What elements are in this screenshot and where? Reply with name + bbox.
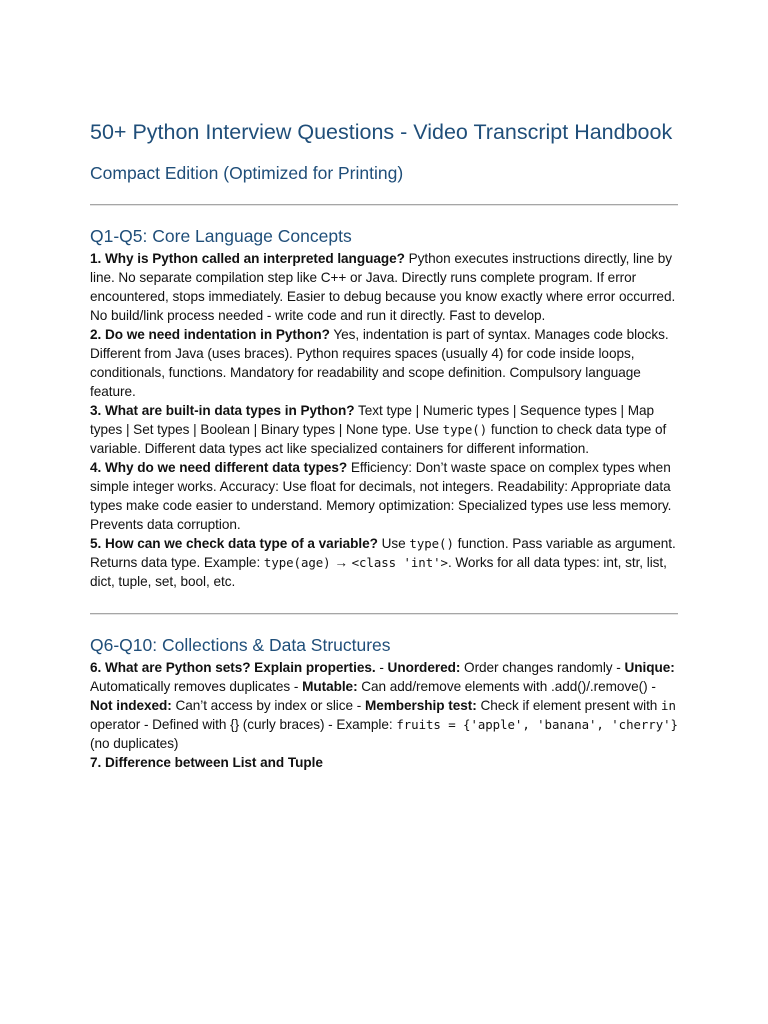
question-6-term: Mutable: bbox=[302, 679, 358, 694]
question-6-text: Check if element present with bbox=[476, 698, 662, 713]
inline-code: fruits = {'apple', 'banana', 'cherry'} bbox=[396, 717, 678, 732]
question-6-text: (no duplicates) bbox=[90, 736, 179, 751]
inline-code: type() bbox=[442, 422, 488, 437]
question-5-answer-d: . Works for all data types: int, str, list, dict, tuple, set, bool, etc. bbox=[90, 555, 667, 589]
question-3 bbox=[90, 401, 682, 458]
question-6-text: - bbox=[375, 660, 388, 675]
question-6-text: Automatically removes duplicates - bbox=[90, 679, 303, 694]
document-title: 50+ Python Interview Questions - Video Transcript Handbook bbox=[90, 120, 673, 144]
question-5-answer-b: function. Pass variable as argument. Returns data type. Example: bbox=[90, 536, 676, 570]
question-6-term: Unique: bbox=[624, 660, 675, 675]
question-6-term: Unordered: bbox=[387, 660, 461, 675]
question-4-answer: Efficiency: Don’t waste space on complex types when simple integer works. Accuracy: Use float for decimals, not integers. Readability: Appropriate data types make code easier to understand. Memory optimization: Specialized types use less memory. Prevents data corruption. bbox=[90, 460, 672, 532]
question-6-text: operator - Defined with {} (curly braces) - Example: bbox=[90, 717, 397, 732]
inline-code: type() bbox=[409, 536, 454, 551]
section-heading-core-concepts: Q1-Q5: Core Language Concepts bbox=[90, 226, 352, 246]
question-6-label: 6. What are Python sets? Explain properties. bbox=[90, 660, 376, 675]
question-2-answer: Yes, indentation is part of syntax. Manages code blocks. Different from Java (uses braces). Python requires spaces (usually 4) for code inside loops, conditionals, functions. Mandatory for readability and scope definition. Compulsory language feature. bbox=[90, 327, 669, 399]
question-6-text: Order changes randomly - bbox=[460, 660, 625, 675]
question-5-answer-c: → bbox=[330, 555, 352, 570]
inline-code: type(age) bbox=[263, 555, 331, 570]
question-3-answer-a: Text type | Numeric types | Sequence types | Map types | Set types | Boolean | Binary types | None type. Use bbox=[90, 403, 655, 437]
question-7 bbox=[90, 753, 682, 772]
inline-code: in bbox=[661, 698, 676, 713]
question-1-answer: Python executes instructions directly, line by line. No separate compilation step like C++ or Java. Directly runs complete program. If error encountered, stops immediately. Easier to debug because you know exactly where error occurred. No build/link process needed - write code and run it directly. Fast to develop. bbox=[90, 251, 676, 323]
question-6-text: Can add/remove elements with .add()/.remove() - bbox=[357, 679, 656, 694]
question-3-label: 3. What are built-in data types in Python? bbox=[90, 403, 355, 418]
section-divider bbox=[90, 204, 678, 206]
question-5-label: 5. How can we check data type of a variable? bbox=[90, 536, 378, 551]
question-6-text: Can’t access by index or slice - bbox=[171, 698, 365, 713]
question-6-term: Membership test: bbox=[364, 698, 477, 713]
document-body bbox=[90, 116, 682, 772]
question-7-label: 7. Difference between List and Tuple bbox=[90, 755, 323, 770]
question-1-label: 1. Why is Python called an interpreted language? bbox=[90, 251, 405, 266]
question-2 bbox=[90, 325, 682, 401]
question-5 bbox=[90, 534, 682, 591]
document-subtitle: Compact Edition (Optimized for Printing) bbox=[90, 163, 404, 183]
question-1 bbox=[90, 249, 682, 325]
section-divider bbox=[90, 613, 678, 615]
question-2-label: 2. Do we need indentation in Python? bbox=[90, 327, 330, 342]
question-3-answer-b: function to check data type of variable. Different data types act like specialized containers for different information. bbox=[90, 422, 667, 456]
question-6-term: Not indexed: bbox=[90, 698, 172, 713]
inline-code: <class 'int'> bbox=[351, 555, 448, 570]
question-4 bbox=[90, 458, 682, 534]
question-6 bbox=[90, 658, 682, 753]
question-4-label: 4. Why do we need different data types? bbox=[90, 460, 348, 475]
section-heading-collections: Q6-Q10: Collections & Data Structures bbox=[90, 635, 391, 655]
question-5-answer-a: Use bbox=[377, 536, 410, 551]
